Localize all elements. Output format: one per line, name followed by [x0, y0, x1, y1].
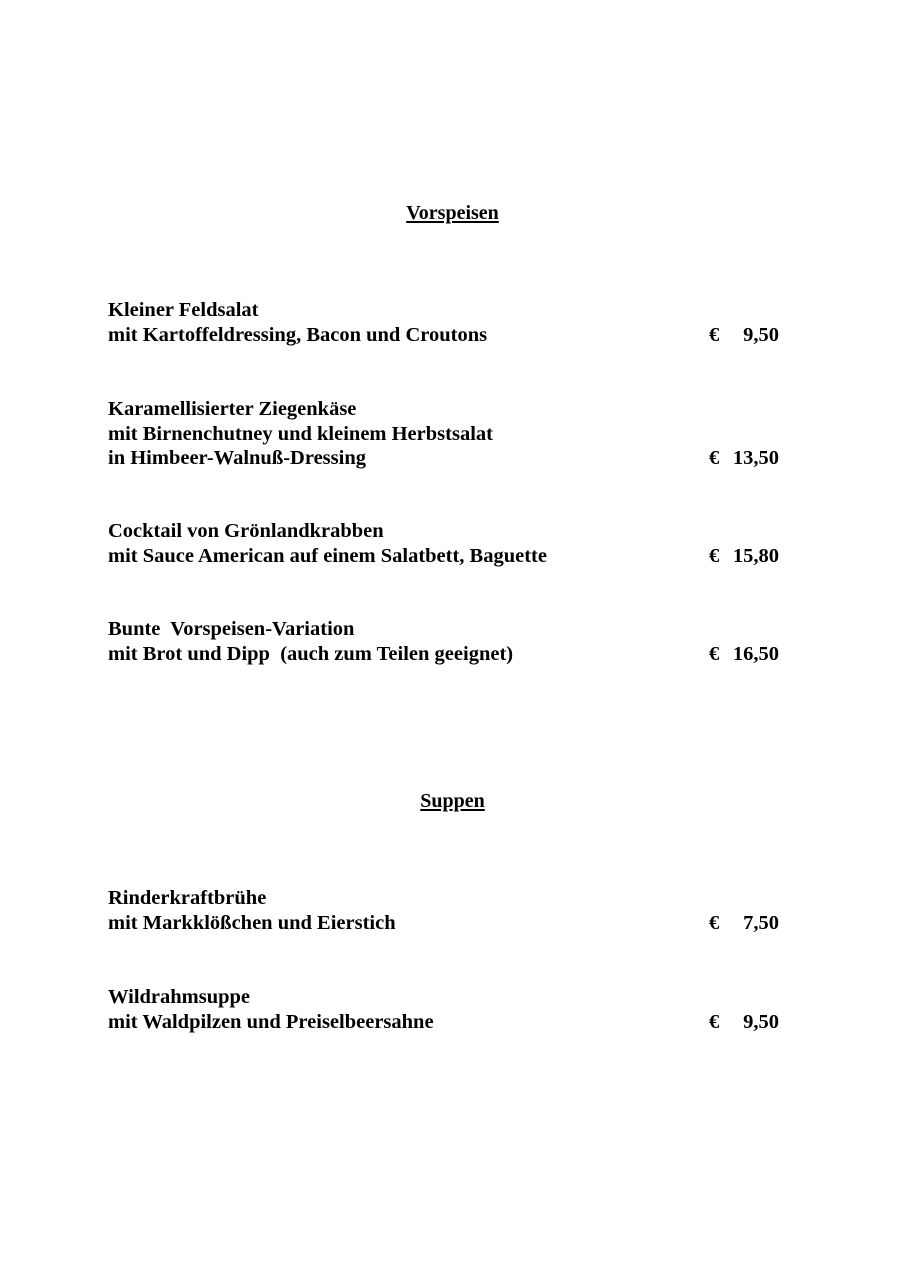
- price-amount: 13,50: [732, 447, 779, 469]
- item-price: [709, 1010, 779, 1035]
- item-name: Wildrahmsuppe: [108, 986, 251, 1008]
- item-detail: mit Brot und Dipp (auch zum Teilen geeignet): [108, 642, 514, 665]
- price-amount: 9,50: [743, 323, 779, 346]
- item-detail: mit Kartoffeldressing, Bacon und Croutons: [108, 323, 488, 346]
- item-name: Karamellisierter Ziegenkäse: [108, 398, 357, 420]
- menu-item-kleiner-feldsalat: [108, 298, 788, 347]
- currency-symbol: €: [709, 447, 720, 469]
- section-title-suppen: Suppen: [420, 790, 485, 812]
- item-name: Rinderkraftbrühe: [108, 887, 267, 909]
- price-amount: 15,80: [732, 544, 779, 567]
- item-price: [709, 446, 779, 471]
- item-price: [709, 323, 779, 348]
- currency-symbol: €: [709, 1010, 720, 1033]
- item-name: Bunte Vorspeisen-Variation: [108, 618, 355, 640]
- item-detail: mit Waldpilzen und Preiselbeersahne: [108, 1010, 434, 1033]
- item-detail: in Himbeer-Walnuß-Dressing: [108, 447, 366, 469]
- item-price: [709, 911, 779, 936]
- item-name: Kleiner Feldsalat: [108, 299, 259, 321]
- item-price: [709, 642, 779, 667]
- currency-symbol: €: [709, 911, 720, 934]
- item-detail: mit Markklößchen und Eierstich: [108, 911, 396, 934]
- item-price: [709, 544, 779, 569]
- item-detail: mit Birnenchutney und kleinem Herbstsalat: [108, 422, 493, 445]
- currency-symbol: €: [709, 642, 720, 665]
- section-title-vorspeisen: Vorspeisen: [406, 202, 499, 224]
- menu-item-wildrahmsuppe: [108, 985, 788, 1034]
- menu-item-cocktail-groenlandkrabben: [108, 519, 788, 568]
- currency-symbol: €: [709, 544, 720, 567]
- menu-item-vorspeisen-variation: [108, 617, 788, 666]
- item-name: Cocktail von Grönlandkrabben: [108, 520, 384, 542]
- menu-item-rinderkraftbruehe: [108, 886, 788, 935]
- price-amount: 9,50: [743, 1010, 779, 1033]
- currency-symbol: €: [709, 323, 720, 346]
- price-amount: 16,50: [732, 642, 779, 665]
- price-amount: 7,50: [743, 911, 779, 934]
- item-detail: mit Sauce American auf einem Salatbett, Baguette: [108, 544, 547, 567]
- menu-item-ziegenkaese: [108, 397, 788, 471]
